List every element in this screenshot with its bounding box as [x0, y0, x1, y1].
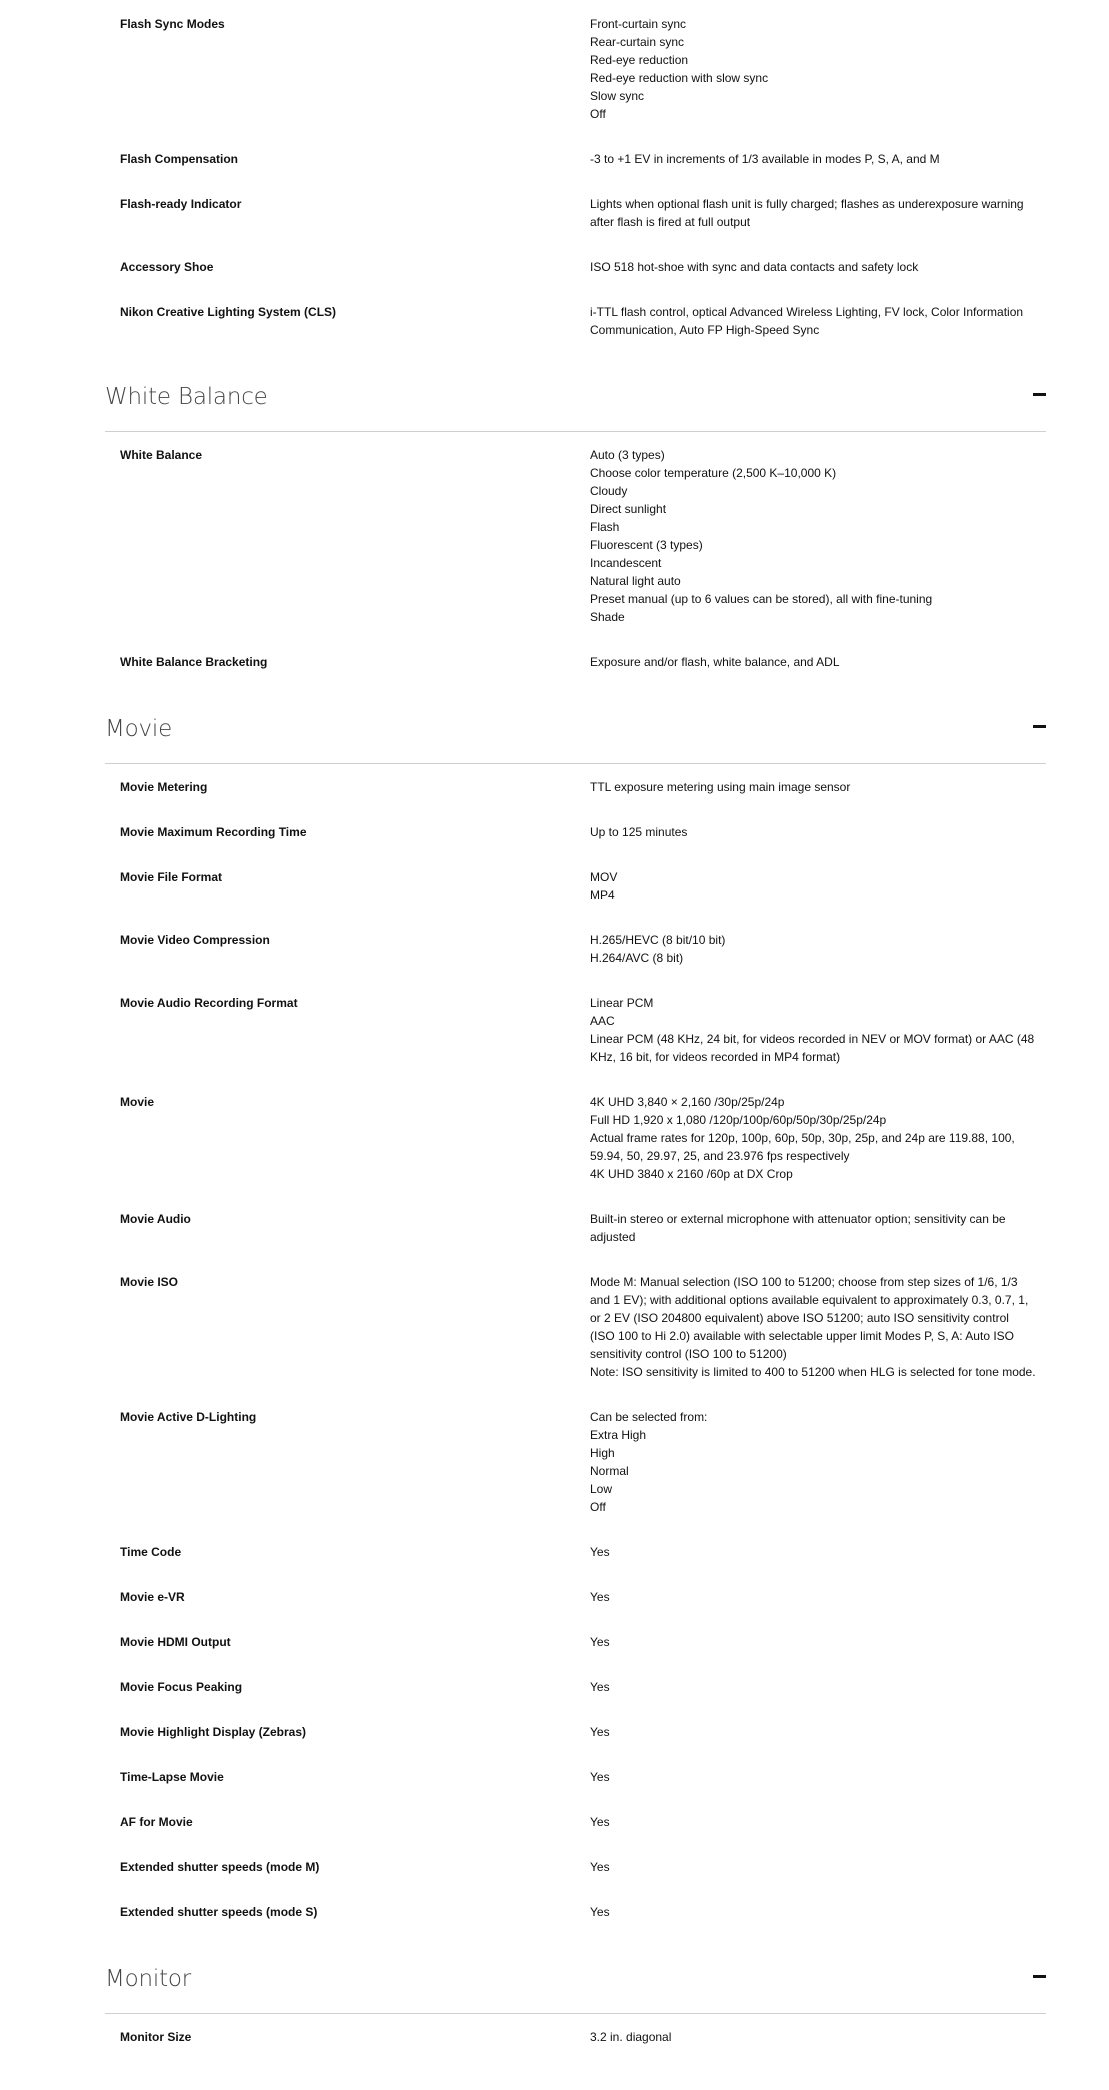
monitor-rows	[105, 2014, 1046, 2046]
spec-value-line: Incandescent	[590, 556, 662, 570]
spec-row	[105, 1273, 1046, 1381]
spec-label: Extended shutter speeds (mode S)	[120, 1905, 318, 1919]
spec-value-line: Auto (3 types)	[590, 448, 665, 462]
spec-value	[590, 1273, 1046, 1381]
spec-value	[590, 15, 1046, 123]
spec-value-line: i-TTL flash control, optical Advanced Wireless Lighting, FV lock, Color Information Communication, Auto FP High-Speed Sync	[590, 305, 1024, 337]
spec-label: Movie Audio Recording Format	[120, 996, 298, 1010]
spec-label: Flash-ready Indicator	[120, 197, 242, 211]
spec-row	[105, 823, 1046, 841]
spec-value-line: Shade	[590, 610, 625, 624]
spec-label: Flash Sync Modes	[120, 17, 225, 31]
spec-value-line: MP4	[590, 888, 615, 902]
spec-label: Movie Focus Peaking	[120, 1680, 243, 1694]
section-title: Movie	[105, 716, 173, 742]
spec-row	[105, 1093, 1046, 1183]
spec-value-line: Yes	[590, 1725, 610, 1739]
spec-value-line: Front-curtain sync	[590, 17, 687, 31]
section-header[interactable]	[105, 383, 1046, 432]
spec-value	[590, 2028, 1046, 2046]
spec-row	[105, 1723, 1046, 1741]
spec-value	[590, 931, 1046, 967]
spec-value-line: Linear PCM	[590, 996, 654, 1010]
spec-row	[105, 15, 1046, 123]
spec-label: Movie Metering	[120, 780, 208, 794]
spec-value	[590, 1210, 1046, 1246]
spec-value-line: Cloudy	[590, 484, 628, 498]
spec-row	[105, 1633, 1046, 1651]
spec-value-line: -3 to +1 EV in increments of 1/3 available in modes P, S, A, and M	[590, 152, 940, 166]
spec-value	[590, 1543, 1046, 1561]
spec-label: Movie	[120, 1095, 155, 1109]
spec-row	[105, 446, 1046, 626]
spec-value-line: ISO 518 hot-shoe with sync and data contacts and safety lock	[590, 260, 919, 274]
spec-value-line: Can be selected from:	[590, 1410, 708, 1424]
spec-value-line: 3.2 in. diagonal	[590, 2030, 672, 2044]
spec-value-line: 4K UHD 3,840 × 2,160 /30p/25p/24p	[590, 1095, 785, 1109]
spec-value	[590, 1768, 1046, 1786]
collapse-minus-icon[interactable]	[1033, 725, 1046, 728]
spec-label: White Balance Bracketing	[120, 655, 268, 669]
spec-value	[590, 1903, 1046, 1921]
spec-label: Movie Active D-Lighting	[120, 1410, 257, 1424]
spec-value-line: Linear PCM (48 KHz, 24 bit, for videos recorded in NEV or MOV format) or AAC (48 KHz, 16 bit, for videos recorded in MP4 format)	[590, 1032, 1035, 1064]
spec-label: Movie ISO	[120, 1275, 179, 1289]
spec-label: Time Code	[120, 1545, 182, 1559]
spec-label: Movie Maximum Recording Time	[120, 825, 307, 839]
spec-value-line: Mode M: Manual selection (ISO 100 to 51200; choose from step sizes of 1/6, 1/3 and 1 EV); with additional options available equivalent to approximately 0.3, 0.7, 1, or 2 EV (ISO 204800 equivalent) above ISO 51200; auto ISO sensitivity control (ISO 100 to Hi 2.0) available with selectable upper limit Modes P, S, A: Auto ISO sensitivity control (ISO 100 to 51200)	[590, 1275, 1029, 1361]
spec-value-line: Built-in stereo or external microphone with attenuator option; sensitivity can be adjusted	[590, 1212, 1006, 1244]
spec-row	[105, 1543, 1046, 1561]
collapse-minus-icon[interactable]	[1033, 1975, 1046, 1978]
spec-value-line: H.265/HEVC (8 bit/10 bit)	[590, 933, 726, 947]
spec-value-line: Yes	[590, 1815, 610, 1829]
spec-value	[590, 1678, 1046, 1696]
spec-value-line: Off	[590, 1500, 606, 1514]
spec-value-line: Exposure and/or flash, white balance, and ADL	[590, 655, 840, 669]
spec-value-line: 4K UHD 3840 x 2160 /60p at DX Crop	[590, 1167, 793, 1181]
spec-value-line: Choose color temperature (2,500 K–10,000 K)	[590, 466, 837, 480]
spec-row	[105, 2028, 1046, 2046]
section-header[interactable]	[105, 1965, 1046, 2014]
spec-row	[105, 868, 1046, 904]
spec-label: Movie Audio	[120, 1212, 191, 1226]
spec-value-line: Extra High	[590, 1428, 647, 1442]
spec-value-line: Yes	[590, 1635, 610, 1649]
spec-label: Nikon Creative Lighting System (CLS)	[120, 305, 337, 319]
spec-value-line: Red-eye reduction	[590, 53, 689, 67]
spec-value	[590, 1813, 1046, 1831]
spec-label: Movie Video Compression	[120, 933, 270, 947]
white-balance-section	[105, 383, 1046, 671]
spec-value-line: Yes	[590, 1545, 610, 1559]
spec-value	[590, 1408, 1046, 1516]
collapse-minus-icon[interactable]	[1033, 393, 1046, 396]
spec-row	[105, 195, 1046, 231]
spec-label: Movie Highlight Display (Zebras)	[120, 1725, 307, 1739]
spec-label: Time-Lapse Movie	[120, 1770, 224, 1784]
monitor-section	[105, 1965, 1046, 2046]
spec-label: Movie File Format	[120, 870, 223, 884]
spec-row	[105, 1588, 1046, 1606]
spec-value-line: Low	[590, 1482, 613, 1496]
spec-value-line: Flash	[590, 520, 620, 534]
spec-value	[590, 1723, 1046, 1741]
spec-value-line: Yes	[590, 1770, 610, 1784]
spec-value	[590, 994, 1046, 1066]
spec-value	[590, 823, 1046, 841]
spec-value	[590, 258, 1046, 276]
spec-value-line: Rear-curtain sync	[590, 35, 685, 49]
spec-row	[105, 1903, 1046, 1921]
spec-row	[105, 931, 1046, 967]
spec-value	[590, 446, 1046, 626]
spec-label: Monitor Size	[120, 2030, 192, 2044]
spec-value-line: Red-eye reduction with slow sync	[590, 71, 769, 85]
spec-value-line: Full HD 1,920 x 1,080 /120p/100p/60p/50p/30p/25p/24p	[590, 1113, 887, 1127]
spec-value-line: High	[590, 1446, 615, 1460]
spec-value-line: Yes	[590, 1860, 610, 1874]
spec-value-line: Note: ISO sensitivity is limited to 400 to 51200 when HLG is selected for tone mode.	[590, 1365, 1036, 1379]
spec-value	[590, 150, 1046, 168]
spec-label: Extended shutter speeds (mode M)	[120, 1860, 320, 1874]
spec-value-line: Preset manual (up to 6 values can be stored), all with fine-tuning	[590, 592, 933, 606]
section-header[interactable]	[105, 715, 1046, 764]
spec-row	[105, 994, 1046, 1066]
spec-value	[590, 195, 1046, 231]
spec-value	[590, 1633, 1046, 1651]
spec-value	[590, 653, 1046, 671]
spec-row	[105, 778, 1046, 796]
movie-section	[105, 715, 1046, 1921]
flash-rows	[105, 0, 1046, 339]
spec-value-line: Fluorescent (3 types)	[590, 538, 703, 552]
spec-value-line: AAC	[590, 1014, 615, 1028]
spec-row	[105, 1858, 1046, 1876]
spec-value	[590, 778, 1046, 796]
section-title: White Balance	[105, 384, 268, 410]
spec-label: Movie e-VR	[120, 1590, 185, 1604]
spec-value-line: Up to 125 minutes	[590, 825, 688, 839]
spec-row	[105, 150, 1046, 168]
spec-row	[105, 258, 1046, 276]
spec-value-line: Off	[590, 107, 606, 121]
spec-row	[105, 653, 1046, 671]
white-balance-rows	[105, 432, 1046, 671]
spec-label: White Balance	[120, 448, 203, 462]
spec-value	[590, 1093, 1046, 1183]
spec-value-line: Yes	[590, 1905, 610, 1919]
spec-value	[590, 303, 1046, 339]
spec-value-line: Natural light auto	[590, 574, 681, 588]
spec-row	[105, 1768, 1046, 1786]
spec-value-line: H.264/AVC (8 bit)	[590, 951, 684, 965]
spec-label: Accessory Shoe	[120, 260, 214, 274]
spec-label: Movie HDMI Output	[120, 1635, 231, 1649]
spec-value-line: MOV	[590, 870, 618, 884]
spec-value-line: Direct sunlight	[590, 502, 667, 516]
spec-row	[105, 1408, 1046, 1516]
spec-value-line: Normal	[590, 1464, 629, 1478]
spec-value-line: Lights when optional flash unit is fully charged; flashes as underexposure warning after flash is fired at full output	[590, 197, 1024, 229]
spec-row	[105, 1678, 1046, 1696]
spec-label: Flash Compensation	[120, 152, 239, 166]
flash-section	[105, 0, 1046, 339]
spec-value	[590, 1588, 1046, 1606]
spec-row	[105, 303, 1046, 339]
spec-row	[105, 1813, 1046, 1831]
spec-row	[105, 1210, 1046, 1246]
spec-value	[590, 868, 1046, 904]
spec-value-line: Yes	[590, 1590, 610, 1604]
section-title: Monitor	[105, 1966, 192, 1992]
spec-value	[590, 1858, 1046, 1876]
spec-page	[105, 0, 1046, 2090]
spec-value-line: Yes	[590, 1680, 610, 1694]
spec-label: AF for Movie	[120, 1815, 193, 1829]
spec-value-line: TTL exposure metering using main image sensor	[590, 780, 851, 794]
movie-rows	[105, 764, 1046, 1921]
spec-value-line: Slow sync	[590, 89, 645, 103]
spec-value-line: Actual frame rates for 120p, 100p, 60p, 50p, 30p, 25p, and 24p are 119.88, 100, 59.94, 50, 29.97, 25, and 23.976 fps respectively	[590, 1131, 1015, 1163]
